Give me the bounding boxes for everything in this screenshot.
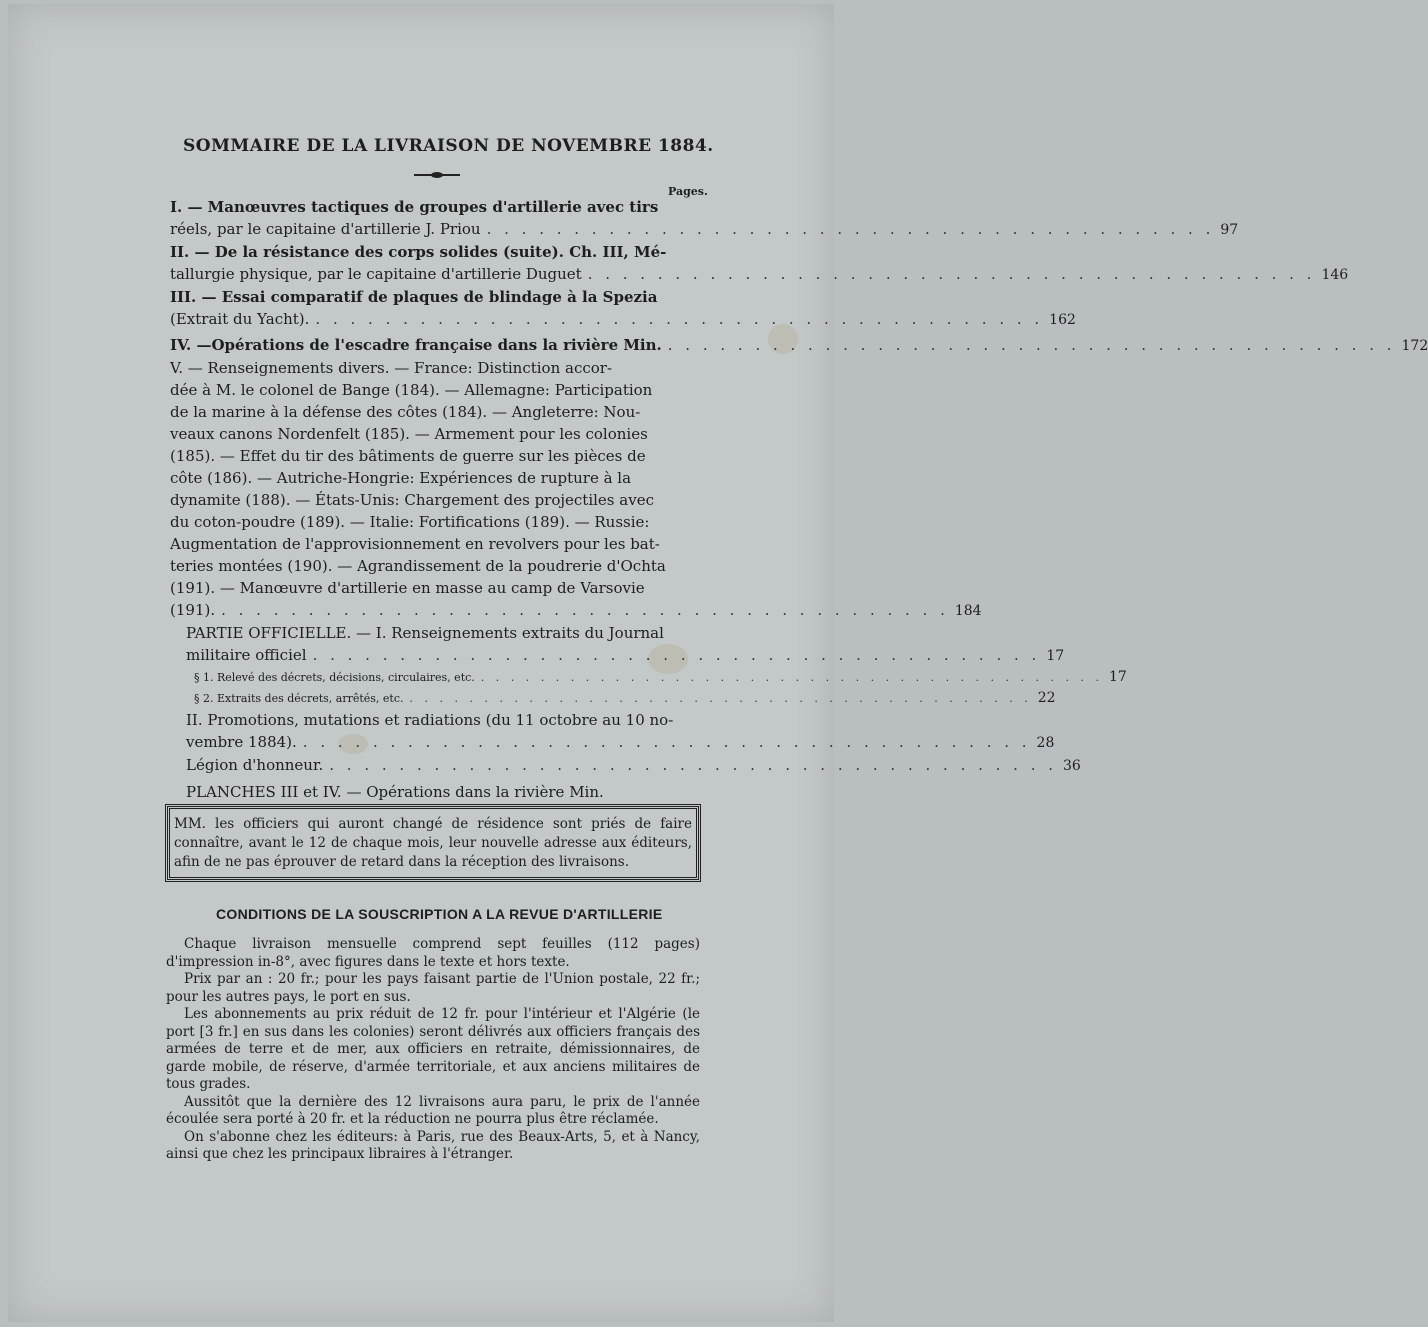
toc-entry-text: V. — Renseignements divers. — France: Distinction accor- [170,359,613,377]
toc-page-number: 162 [1049,312,1076,328]
toc-entry-text: II. — De la résistance des corps solides (suite). Ch. III, Mé- [170,243,667,261]
toc-entry-text: IV. —Opérations de l'escadre française dans la rivière Min. [170,336,662,354]
leader-dots: . . . . . . . . . . . . . . . . . . . . . . . . . . . . . . . . . . . . . . . . . . [587,265,1316,283]
leader-dots: . . . . . . . . . . . . . . . . . . . . . . . . . . . . . . . . . . . . . . . . . . [409,692,1032,705]
table-of-contents [170,196,1428,803]
toc-entry-text: III. — Essai comparatif de plaques de blindage à la Spezia [170,288,658,306]
toc-page-number: 22 [1037,690,1056,706]
toc-entry-text: de la marine à la défense des côtes (184). — Angleterre: Nou- [170,403,641,421]
toc-entry [170,754,1081,777]
toc-entry-text: réels, par le capitaine d'artillerie J. Priou [170,220,481,238]
toc-page-number: 97 [1220,222,1239,238]
toc-page-number: 172 [1401,338,1428,354]
toc-entry-text: Augmentation de l'approvisionnement en revolvers pour les bat- [170,535,660,553]
toc-entry-text: dée à M. le colonel de Bange (184). — Allemagne: Participation [170,381,653,399]
conditions-paragraph: Prix par an : 20 fr.; pour les pays faisant partie de l'Union postale, 22 fr.; pour les autres pays, le port en sus. [166,971,700,1005]
toc-entry-text: I. — Manœuvres tactiques de groupes d'artillerie avec tirs [170,198,659,216]
conditions-text [166,936,700,1164]
toc-entry [170,196,1239,241]
toc-page-number: 36 [1063,758,1081,774]
toc-entry [170,709,1055,754]
toc-entry-text: § 1. Relevé des décrets, décisions, circulaires, etc. [194,671,475,684]
toc-entry-text: § 2. Extraits des décrets, arrêtés, etc. [194,692,404,705]
toc-entry-text: militaire officiel [186,646,307,664]
conditions-paragraph: On s'abonne chez les éditeurs: à Paris, rue des Beaux-Arts, 5, et à Nancy, ainsi que chez les principaux libraires à l'étranger. [166,1128,700,1162]
toc-entry-text: teries montées (190). — Agrandissement de la poudrerie d'Ochta [170,557,666,575]
leader-dots: . . . . . . . . . . . . . . . . . . . . . . . . . . . . . . . . . . . . . . . . . . [221,601,949,619]
toc-entry-text: (Extrait du Yacht). [170,310,310,328]
leader-dots: . . . . . . . . . . . . . . . . . . . . . . . . . . . . . . . . . . . . . . . . . . [480,671,1103,684]
page-title: SOMMAIRE DE LA LIVRAISON DE NOVEMBRE 1884. [183,136,714,156]
toc-entry [170,667,1127,688]
notice-box: MM. les officiers qui auront changé de résidence sont priés de faire connaître, avant le 12 de chaque mois, leur nouvelle adresse aux éditeurs, afin de ne pas éprouver de retard dans la réception des livraisons. [167,806,699,880]
pages-column-header: Pages. [668,185,708,198]
toc-entry [170,622,1065,667]
toc-entry-text: dynamite (188). — États-Unis: Chargement des projectiles avec [170,491,654,509]
toc-entry-text: PARTIE OFFICIELLE. — I. Renseignements extraits du Journal [186,624,664,642]
toc-entry [170,286,1076,331]
conditions-paragraph: Aussitôt que la dernière des 12 livraisons aura paru, le prix de l'année écoulée sera porté à 20 fr. et la réduction ne pourra plus être réclamée. [166,1093,700,1127]
toc-entry [170,357,982,622]
toc-entry-text: Légion d'honneur. [186,756,324,774]
toc-entry-text: (191). — Manœuvre d'artillerie en masse au camp de Varsovie [170,579,645,597]
conditions-title: CONDITIONS DE LA SOUSCRIPTION A LA REVUE D'ARTILLERIE [216,906,663,922]
toc-entry-text: (185). — Effet du tir des bâtiments de guerre sur les pièces de [170,447,646,465]
toc-entry-text: côte (186). — Autriche-Hongrie: Expériences de rupture à la [170,469,632,487]
toc-entry-text: veaux canons Nordenfelt (185). — Armement pour les colonies [170,425,648,443]
toc-page-number: 28 [1036,735,1055,751]
conditions-paragraph: Chaque livraison mensuelle comprend sept feuilles (112 pages) d'impression in-8°, avec figures dans le texte et hors texte. [166,936,700,970]
leader-dots: . . . . . . . . . . . . . . . . . . . . . . . . . . . . . . . . . . . . . . . . . . [315,310,1044,328]
toc-entry [170,241,1349,286]
toc-entry [170,688,1056,709]
toc-entry [170,781,710,803]
toc-page-number: 184 [954,603,982,619]
leader-dots: . . . . . . . . . . . . . . . . . . . . . . . . . . . . . . . . . . . . . . . . . . [486,220,1215,238]
leader-dots: . . . . . . . . . . . . . . . . . . . . . . . . . . . . . . . . . . . . . . . . . . [302,733,1031,751]
toc-entry-text: tallurgie physique, par le capitaine d'artillerie Duguet [170,265,582,283]
toc-entry [170,334,1428,357]
toc-entry-text: II. Promotions, mutations et radiations (du 11 octobre au 10 no- [186,711,674,729]
toc-page-number: 17 [1109,669,1127,685]
toc-page-number: 17 [1046,648,1065,664]
title-ornament [414,173,460,177]
leader-dots: . . . . . . . . . . . . . . . . . . . . . . . . . . . . . . . . . . . . . . . . . . [667,336,1396,354]
toc-entry-text: vembre 1884). [186,733,297,751]
toc-entry-text: du coton-poudre (189). — Italie: Fortifications (189). — Russie: [170,513,650,531]
toc-entry-text: (191). [170,601,216,619]
toc-page-number: 146 [1321,267,1349,283]
conditions-paragraph: Les abonnements au prix réduit de 12 fr. pour l'intérieur et l'Algérie (le port [3 fr.] en sus dans les colonies) seront délivrés aux officiers français des armées de terre et de mer, aux officiers en retraite, démissionnaires, de garde mobile, de réserve, d'armée territoriale, et aux anciens militaires de tous grades. [166,1006,700,1092]
toc-entry-text: PLANCHES III et IV. — Opérations dans la rivière Min. [186,783,604,801]
leader-dots: . . . . . . . . . . . . . . . . . . . . . . . . . . . . . . . . . . . . . . . . . . [312,646,1041,664]
leader-dots: . . . . . . . . . . . . . . . . . . . . . . . . . . . . . . . . . . . . . . . . . . [329,756,1058,774]
